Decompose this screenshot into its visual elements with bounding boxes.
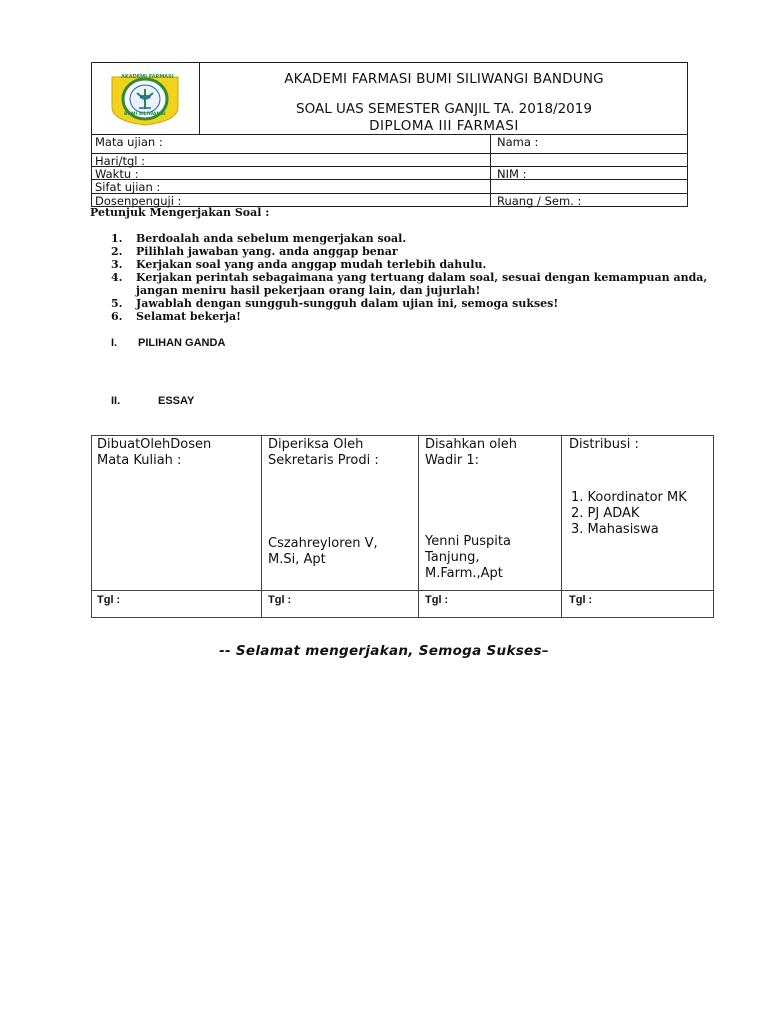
signature-table: [91, 435, 714, 618]
signature-row-divider: [92, 590, 713, 591]
section-essay: ESSAY: [158, 395, 195, 407]
logo-text-bottom: BUMI SILIWANGI: [124, 112, 166, 117]
list-item: 3. Kerjakan soal yang anda anggap mudah terlebih dahulu.: [111, 258, 487, 271]
info-row: [92, 193, 687, 207]
wadir-name: Yenni Puspita: [425, 534, 511, 549]
institution-name: AKADEMI FARMASI BUMI SILIWANGI BANDUNG: [284, 71, 604, 87]
closing-message: -- Selamat mengerjakan, Semoga Sukses–: [219, 643, 549, 659]
tgl-sekretaris: Tgl :: [268, 594, 292, 606]
list-item: 6. Selamat bekerja!: [111, 310, 241, 323]
list-item: 4. Kerjakan perintah sebagaimana yang tertuang dalam soal, sesuai dengan kemampuan anda,: [111, 271, 708, 284]
field-waktu: Waktu :: [95, 167, 139, 181]
field-nim: NIM :: [497, 167, 527, 181]
logo-cell: [92, 63, 200, 134]
logo-text-top: AKADEMI FARMASI: [121, 74, 174, 80]
sekretaris-name: Cszahreyloren V,: [268, 536, 378, 551]
section-number: II.: [111, 395, 121, 407]
exam-title: SOAL UAS SEMESTER GANJIL TA. 2018/2019: [296, 101, 592, 117]
sekretaris-degree: M.Si, Apt: [268, 552, 326, 567]
info-row: [92, 166, 687, 180]
instructions-title: Petunjuk Mengerjakan Soal :: [90, 206, 270, 219]
wadir-label: Wadir 1:: [425, 453, 479, 468]
tgl-dosen: Tgl :: [97, 594, 121, 606]
sekretaris-label: Sekretaris Prodi :: [268, 453, 379, 468]
tgl-wadir: Tgl :: [425, 594, 449, 606]
exam-header-box: [91, 62, 688, 207]
field-nama: Nama :: [497, 135, 539, 149]
field-sifat-ujian: Sifat ujian :: [95, 180, 161, 194]
dibuat-label: DibuatOlehDosen: [97, 437, 212, 452]
distribusi-label: Distribusi :: [569, 437, 639, 452]
field-ruang-sem: Ruang / Sem. :: [497, 194, 582, 208]
info-row: [92, 179, 687, 193]
list-item: 1. Berdoalah anda sebelum mengerjakan soal.: [111, 232, 407, 245]
disahkan-label: Disahkan oleh: [425, 437, 518, 452]
distribusi-item: 3. Mahasiswa: [571, 522, 659, 537]
program-title: DIPLOMA III FARMASI: [369, 118, 519, 134]
list-item: 5. Jawablah dengan sungguh-sungguh dalam ujian ini, semoga sukses!: [111, 297, 559, 310]
diperiksa-label: Diperiksa Oleh: [268, 437, 364, 452]
list-item: 2. Pilihlah jawaban yang. anda anggap benar: [111, 245, 398, 258]
section-pilihan-ganda: PILIHAN GANDA: [138, 337, 226, 349]
field-hari-tgl: Hari/tgl :: [95, 154, 146, 168]
tgl-distribusi: Tgl :: [569, 594, 593, 606]
list-item-continued: jangan meniru hasil pekerjaan orang lain, dan jujurlah!: [136, 284, 481, 297]
info-row: [92, 153, 687, 167]
wadir-name-2: Tanjung,: [425, 550, 480, 565]
wadir-degree: M.Farm.,Apt: [425, 566, 503, 581]
distribusi-item: 1. Koordinator MK: [571, 490, 687, 505]
distribusi-item: 2. PJ ADAK: [571, 506, 640, 521]
section-number: I.: [111, 337, 118, 349]
instructions-list: [111, 232, 707, 323]
field-mata-ujian: Mata ujian :: [95, 135, 163, 149]
field-dosen-penguji: Dosenpenguji :: [95, 194, 182, 208]
info-row: [92, 134, 687, 148]
mata-kuliah-label: Mata Kuliah :: [97, 453, 182, 468]
